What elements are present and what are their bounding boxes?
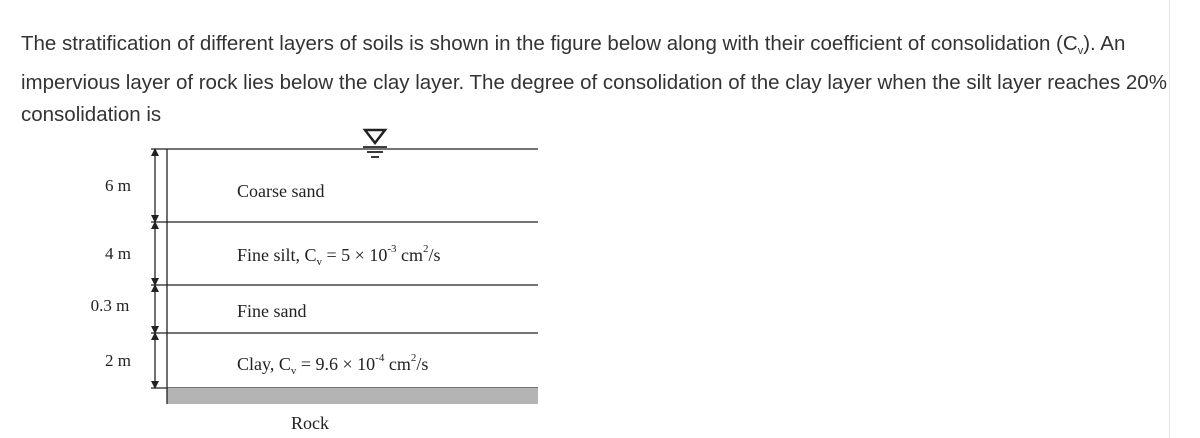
thickness-fine-sand: 0.3 m <box>90 296 130 315</box>
label-fine-sand: Fine sand <box>237 301 307 321</box>
thickness-fine-silt: 4 m <box>105 244 131 263</box>
question-part1: The stratification of different layers of soils is shown in the figure below along with their coefficient of consolidation (C <box>21 32 1078 55</box>
thickness-clay: 2 m <box>105 351 131 370</box>
label-coarse-sand: Coarse sand <box>237 181 325 201</box>
rock-hatch <box>167 388 538 404</box>
label-fine-silt: Fine silt, $C_v = 5 \times 10^{-3}$ $cm^2/s$ <box>237 243 441 268</box>
question-part2: ). An impervious layer of rock lies below the clay layer. The degree of consolidation of the clay layer when the silt layer reaches 20% consolidation is <box>21 32 1167 126</box>
label-rock: Rock <box>291 413 329 433</box>
label-clay: Clay, $C_v = 9.6 \times 10^{-4}$ $cm^2/s$ <box>237 352 429 377</box>
thickness-coarse-sand: 6 m <box>105 176 131 195</box>
cv-subscript: v <box>1077 45 1084 57</box>
water-table-icon <box>363 130 387 157</box>
